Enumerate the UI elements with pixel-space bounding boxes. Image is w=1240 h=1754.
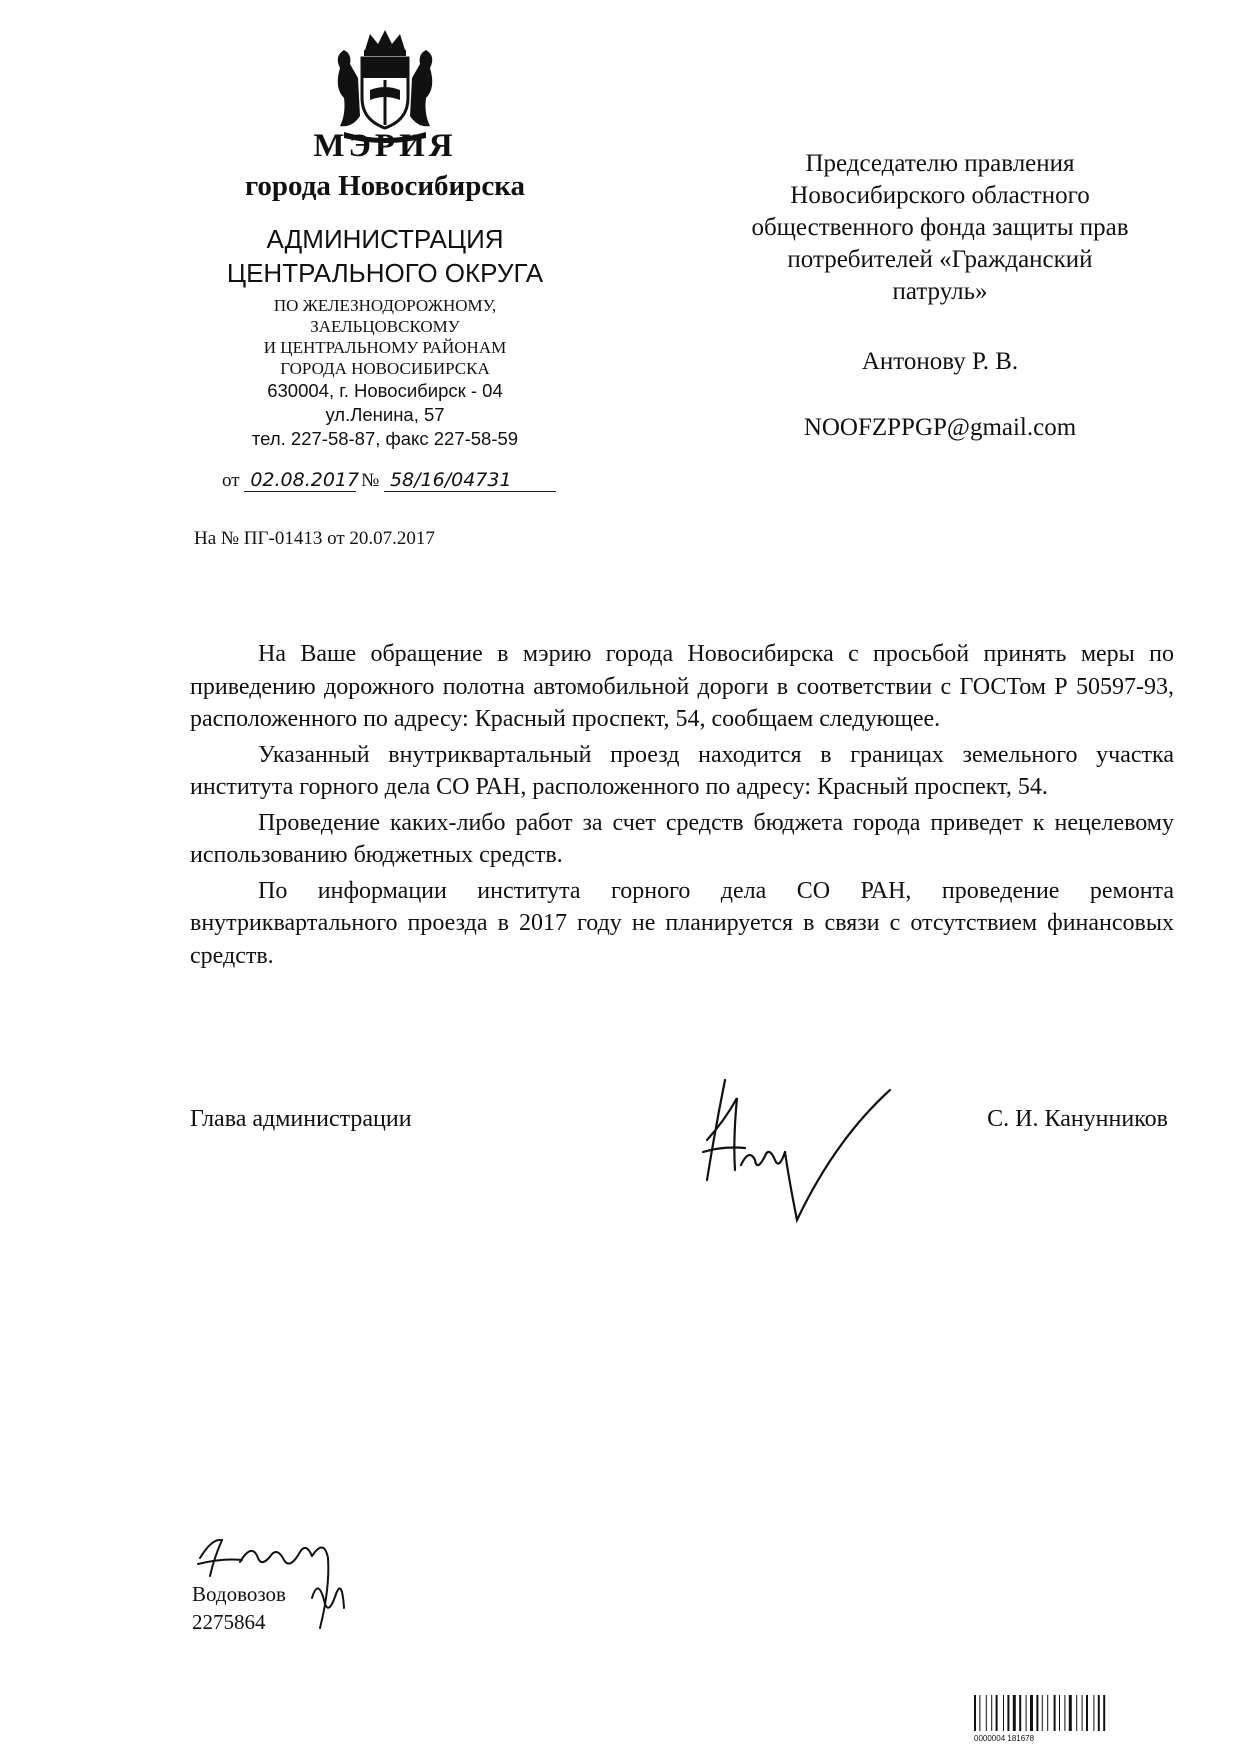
barcode-bar xyxy=(1047,1695,1048,1731)
barcode-bar xyxy=(1069,1695,1072,1731)
address-postal: 630004, г. Новосибирск - 04 xyxy=(267,380,503,401)
handwritten-signature xyxy=(685,1060,985,1240)
address-phone: тел. 227-58-87, факс 227-58-59 xyxy=(251,428,519,449)
barcode-bar xyxy=(1054,1695,1056,1731)
registration-number: 58/16/04731 xyxy=(384,469,556,492)
barcode-bar xyxy=(1082,1695,1083,1731)
barcode xyxy=(972,1695,1152,1743)
barcode-digits: 0000004 181678 xyxy=(974,1734,1035,1743)
recipient-email: NOOFZPPGP@gmail.com xyxy=(803,414,1077,441)
mayor-title: МЭРИЯ xyxy=(313,128,457,164)
barcode-bar xyxy=(1103,1695,1105,1731)
addressee-line: общественного фонда защиты прав xyxy=(751,214,1129,241)
barcode-bar xyxy=(991,1695,992,1731)
addressee-line: Председателю правления xyxy=(805,150,1075,177)
executor-name: Водовозов xyxy=(192,1582,286,1606)
body-paragraph: На Ваше обращение в мэрию города Новосибирска с просьбой принять меры по приведению дорожного полотна автомобильной дороги в соответствии с ГОСТом Р 50597-93, расположенного по адресу: Красный проспект, 54, сообщаем следующее. xyxy=(190,641,1174,732)
address-street: ул.Ленина, 57 xyxy=(325,404,445,425)
body-paragraph: Указанный внутриквартальный проезд находится в границах земельного участка института горного дела СО РАН, расположенного по адресу: Красный проспект, 54. xyxy=(190,741,1174,800)
body-paragraph: По информации института горного дела СО РАН, проведение ремонта внутриквартального проезда в 2017 году не планируется в связи с отсутствием финансовых средств. xyxy=(190,877,1174,969)
signer-position: Глава администрации xyxy=(190,1106,412,1132)
registration-line xyxy=(222,469,556,492)
addressee-line: Новосибирского областного xyxy=(790,182,1090,209)
barcode-bar xyxy=(979,1695,980,1731)
barcode-bar xyxy=(986,1695,987,1731)
district-line: И ЦЕНТРАЛЬНОМУ РАЙОНАМ xyxy=(263,338,507,357)
addressee-line: потребителей «Гражданский xyxy=(787,246,1093,273)
district-line: ГОРОДА НОВОСИБИРСКА xyxy=(280,359,490,378)
barcode-bar xyxy=(1098,1695,1100,1731)
barcode-bar xyxy=(1042,1695,1043,1731)
barcode-bar xyxy=(1059,1695,1060,1731)
barcode-bar xyxy=(1030,1695,1033,1731)
executor-phone: 2275864 xyxy=(192,1610,266,1634)
addressee-line: патруль» xyxy=(892,278,988,305)
barcode-bar xyxy=(1013,1695,1016,1731)
district-title: ЦЕНТРАЛЬНОГО ОКРУГА xyxy=(226,258,544,288)
addressee-block xyxy=(690,148,1190,308)
barcode-bar xyxy=(974,1695,976,1731)
district-line: ЗАЕЛЬЦОВСКОМУ xyxy=(310,317,460,336)
barcode-bar xyxy=(996,1695,998,1731)
recipient-name: Антонову Р. В. xyxy=(861,348,1019,375)
from-label: от xyxy=(222,470,240,491)
barcode-bar xyxy=(1036,1695,1038,1731)
body-paragraph: Проведение каких-либо работ за счет средств бюджета города приведет к нецелевому использованию бюджетных средств. xyxy=(190,809,1174,868)
signer-name: С. И. Канунников xyxy=(987,1106,1168,1132)
letter-body xyxy=(190,638,1174,975)
barcode-bar xyxy=(1086,1695,1088,1731)
districts-list xyxy=(180,295,590,379)
number-label: № xyxy=(361,470,380,491)
barcode-bar xyxy=(1026,1695,1027,1731)
barcode-bar xyxy=(1076,1695,1077,1731)
administration-title: АДМИНИСТРАЦИЯ xyxy=(266,224,504,254)
barcode-bar xyxy=(1064,1695,1065,1731)
barcode-bar xyxy=(1093,1695,1094,1731)
district-line: ПО ЖЕЛЕЗНОДОРОЖНОМУ, xyxy=(273,296,497,315)
barcode-bar xyxy=(1019,1695,1021,1731)
reply-to-reference: На № ПГ-01413 от 20.07.2017 xyxy=(194,528,435,549)
city-title: города Новосибирска xyxy=(244,170,526,202)
barcode-bar xyxy=(1003,1695,1004,1731)
barcode-bar xyxy=(1007,1695,1009,1731)
registration-date: 02.08.2017 xyxy=(244,469,356,492)
